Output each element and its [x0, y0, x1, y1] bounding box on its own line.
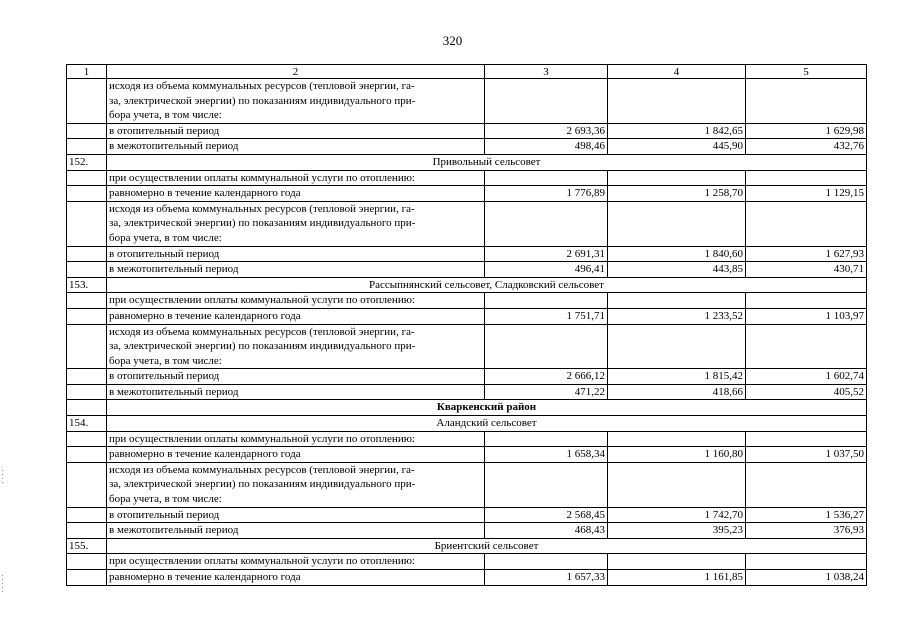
value-col-5: 1 536,27: [746, 507, 867, 523]
description-line: в межотопительный период: [109, 263, 239, 276]
description-line: бора учета, в том числе:: [109, 231, 222, 244]
row-description: [107, 79, 485, 124]
value-col-4: [608, 170, 746, 186]
row-description: [107, 170, 485, 186]
row-number: [67, 170, 107, 186]
value-col-5: 376,93: [746, 523, 867, 539]
row-description: [107, 246, 485, 262]
row-number: [67, 523, 107, 539]
table-row: [67, 554, 867, 570]
table-row: [67, 123, 867, 139]
description-line: бора учета, в том числе:: [109, 354, 222, 367]
value-col-4: 1 815,42: [608, 369, 746, 385]
description-line: бора учета, в том числе:: [109, 109, 222, 122]
value-col-3: 1 751,71: [485, 308, 608, 324]
table-row: [67, 523, 867, 539]
description-line: равномерно в течение календарного года: [109, 571, 301, 583]
value-col-5: [746, 79, 867, 124]
description-line: в межотопительный период: [109, 524, 239, 537]
value-col-4: 1 840,60: [608, 246, 746, 262]
value-col-3: 496,41: [485, 262, 608, 278]
header-cell-col-1: 1: [67, 65, 107, 79]
value-col-3: [485, 79, 608, 124]
margin-scan-marks: [2, 575, 4, 610]
value-col-3: [485, 324, 608, 369]
row-description: [107, 139, 485, 155]
value-col-5: 1 037,50: [746, 447, 867, 463]
value-col-5: [746, 293, 867, 309]
settlement-title: Привольный сельсовет: [107, 154, 867, 170]
table-row: [67, 79, 867, 124]
description-line: исходя из объема коммунальных ресурсов (тепловой энергии, га-: [109, 202, 415, 215]
description-line: при осуществлении оплаты коммунальной услуги по отоплению:: [109, 555, 415, 568]
row-number: [67, 507, 107, 523]
value-col-4: 1 161,85: [608, 570, 746, 586]
table-row: [67, 447, 867, 463]
row-number: [67, 308, 107, 324]
row-number: [67, 554, 107, 570]
value-col-3: 498,46: [485, 139, 608, 155]
tariff-table: [66, 64, 867, 586]
row-description: [107, 507, 485, 523]
value-col-4: [608, 554, 746, 570]
value-col-4: 395,23: [608, 523, 746, 539]
value-col-4: 1 160,80: [608, 447, 746, 463]
section-row: [67, 416, 867, 432]
row-number: 155.: [67, 538, 107, 554]
value-col-5: [746, 554, 867, 570]
settlement-title: Бриентский сельсовет: [107, 538, 867, 554]
row-number: [67, 431, 107, 447]
row-description: [107, 369, 485, 385]
value-col-4: 1 742,70: [608, 507, 746, 523]
table-row: [67, 293, 867, 309]
page-number: 320: [442, 33, 463, 48]
description-line: за, электрической энергии) по показаниям индивидуального при-: [109, 340, 416, 353]
value-col-3: [485, 201, 608, 246]
value-col-4: [608, 293, 746, 309]
value-col-3: 1 657,33: [485, 570, 608, 586]
table-row: [67, 324, 867, 369]
row-description: [107, 447, 485, 463]
row-number: [67, 570, 107, 586]
description-line: при осуществлении оплаты коммунальной услуги по отоплению:: [109, 294, 415, 307]
header-cell-col-4: 4: [608, 65, 746, 79]
description-line: при осуществлении оплаты коммунальной услуги по отоплению:: [109, 432, 415, 445]
row-description: [107, 186, 485, 202]
table-row: [67, 262, 867, 278]
row-number: [67, 462, 107, 507]
row-number: 154.: [67, 416, 107, 432]
row-number: [67, 246, 107, 262]
table-row: [67, 570, 867, 586]
row-number: 152.: [67, 154, 107, 170]
description-line: в отопительный период: [109, 247, 220, 260]
value-col-4: 1 258,70: [608, 186, 746, 202]
row-description: [107, 431, 485, 447]
row-description: [107, 462, 485, 507]
settlement-title: Рассыпнянский сельсовет, Сладковский сельсовет: [107, 277, 867, 293]
row-number: [67, 400, 107, 416]
row-description: [107, 554, 485, 570]
value-col-5: 1 103,97: [746, 308, 867, 324]
value-col-3: 1 658,34: [485, 447, 608, 463]
value-col-3: 2 568,45: [485, 507, 608, 523]
value-col-4: [608, 201, 746, 246]
value-col-4: 418,66: [608, 384, 746, 400]
header-cell-col-5: 5: [746, 65, 867, 79]
row-description: [107, 293, 485, 309]
row-number: [67, 384, 107, 400]
description-line: в отопительный период: [109, 508, 220, 521]
settlement-title: Аландский сельсовет: [107, 416, 867, 432]
value-col-3: 471,22: [485, 384, 608, 400]
row-description: [107, 384, 485, 400]
value-col-5: [746, 201, 867, 246]
description-line: за, электрической энергии) по показаниям индивидуального при-: [109, 478, 416, 491]
value-col-4: 1 233,52: [608, 308, 746, 324]
header-cell-col-2: 2: [107, 65, 485, 79]
row-number: [67, 79, 107, 124]
row-description: [107, 201, 485, 246]
row-number: [67, 201, 107, 246]
section-row: [67, 277, 867, 293]
description-line: за, электрической энергии) по показаниям индивидуального при-: [109, 94, 416, 107]
value-col-3: [485, 431, 608, 447]
description-line: за, электрической энергии) по показаниям индивидуального при-: [109, 217, 416, 230]
value-col-3: 2 693,36: [485, 123, 608, 139]
row-description: [107, 308, 485, 324]
table-row: [67, 384, 867, 400]
value-col-3: [485, 462, 608, 507]
table-row: [67, 186, 867, 202]
table-row: [67, 462, 867, 507]
value-col-4: [608, 462, 746, 507]
description-line: равномерно в течение календарного года: [109, 187, 301, 200]
row-description: [107, 570, 485, 586]
value-col-5: 405,52: [746, 384, 867, 400]
value-col-5: [746, 462, 867, 507]
value-col-5: 430,71: [746, 262, 867, 278]
value-col-5: [746, 170, 867, 186]
value-col-3: [485, 293, 608, 309]
row-number: [67, 186, 107, 202]
value-col-5: [746, 431, 867, 447]
value-col-5: 1 629,98: [746, 123, 867, 139]
value-col-4: [608, 324, 746, 369]
table-row: [67, 139, 867, 155]
row-description: [107, 123, 485, 139]
description-line: исходя из объема коммунальных ресурсов (тепловой энергии, га-: [109, 463, 415, 476]
value-col-5: 1 129,15: [746, 186, 867, 202]
row-number: [67, 324, 107, 369]
value-col-4: 443,85: [608, 262, 746, 278]
value-col-3: 1 776,89: [485, 186, 608, 202]
section-row: [67, 538, 867, 554]
description-line: в межотопительный период: [109, 385, 239, 398]
description-line: в отопительный период: [109, 124, 220, 137]
value-col-3: 2 666,12: [485, 369, 608, 385]
value-col-4: [608, 431, 746, 447]
row-number: [67, 447, 107, 463]
row-number: [67, 123, 107, 139]
description-line: исходя из объема коммунальных ресурсов (тепловой энергии, га-: [109, 80, 415, 92]
row-description: [107, 523, 485, 539]
row-description: [107, 324, 485, 369]
row-number: [67, 262, 107, 278]
value-col-5: 1 602,74: [746, 369, 867, 385]
description-line: при осуществлении оплаты коммунальной услуги по отоплению:: [109, 171, 415, 184]
row-number: [67, 293, 107, 309]
value-col-4: 445,90: [608, 139, 746, 155]
table-row: [67, 369, 867, 385]
value-col-3: 468,43: [485, 523, 608, 539]
description-line: в отопительный период: [109, 370, 220, 383]
value-col-3: [485, 554, 608, 570]
table-row: [67, 507, 867, 523]
description-line: в межотопительный период: [109, 140, 239, 153]
value-col-5: 1 627,93: [746, 246, 867, 262]
margin-scan-marks: [2, 470, 4, 495]
description-line: бора учета, в том числе:: [109, 493, 222, 506]
row-description: [107, 262, 485, 278]
table-row: [67, 308, 867, 324]
table-row: [67, 246, 867, 262]
table-row: [67, 170, 867, 186]
header-row: [67, 65, 867, 79]
value-col-5: 432,76: [746, 139, 867, 155]
row-number: [67, 369, 107, 385]
value-col-5: [746, 324, 867, 369]
row-number: [67, 139, 107, 155]
table-row: [67, 201, 867, 246]
value-col-3: [485, 170, 608, 186]
section-row: [67, 400, 867, 416]
table-row: [67, 431, 867, 447]
description-line: равномерно в течение календарного года: [109, 448, 301, 461]
description-line: равномерно в течение календарного года: [109, 309, 301, 322]
value-col-4: [608, 79, 746, 124]
value-col-4: 1 842,65: [608, 123, 746, 139]
header-cell-col-3: 3: [485, 65, 608, 79]
section-row: [67, 154, 867, 170]
value-col-3: 2 691,31: [485, 246, 608, 262]
description-line: исходя из объема коммунальных ресурсов (тепловой энергии, га-: [109, 325, 415, 338]
value-col-5: 1 038,24: [746, 570, 867, 586]
district-title: Кваркенский район: [107, 400, 867, 416]
row-number: 153.: [67, 277, 107, 293]
